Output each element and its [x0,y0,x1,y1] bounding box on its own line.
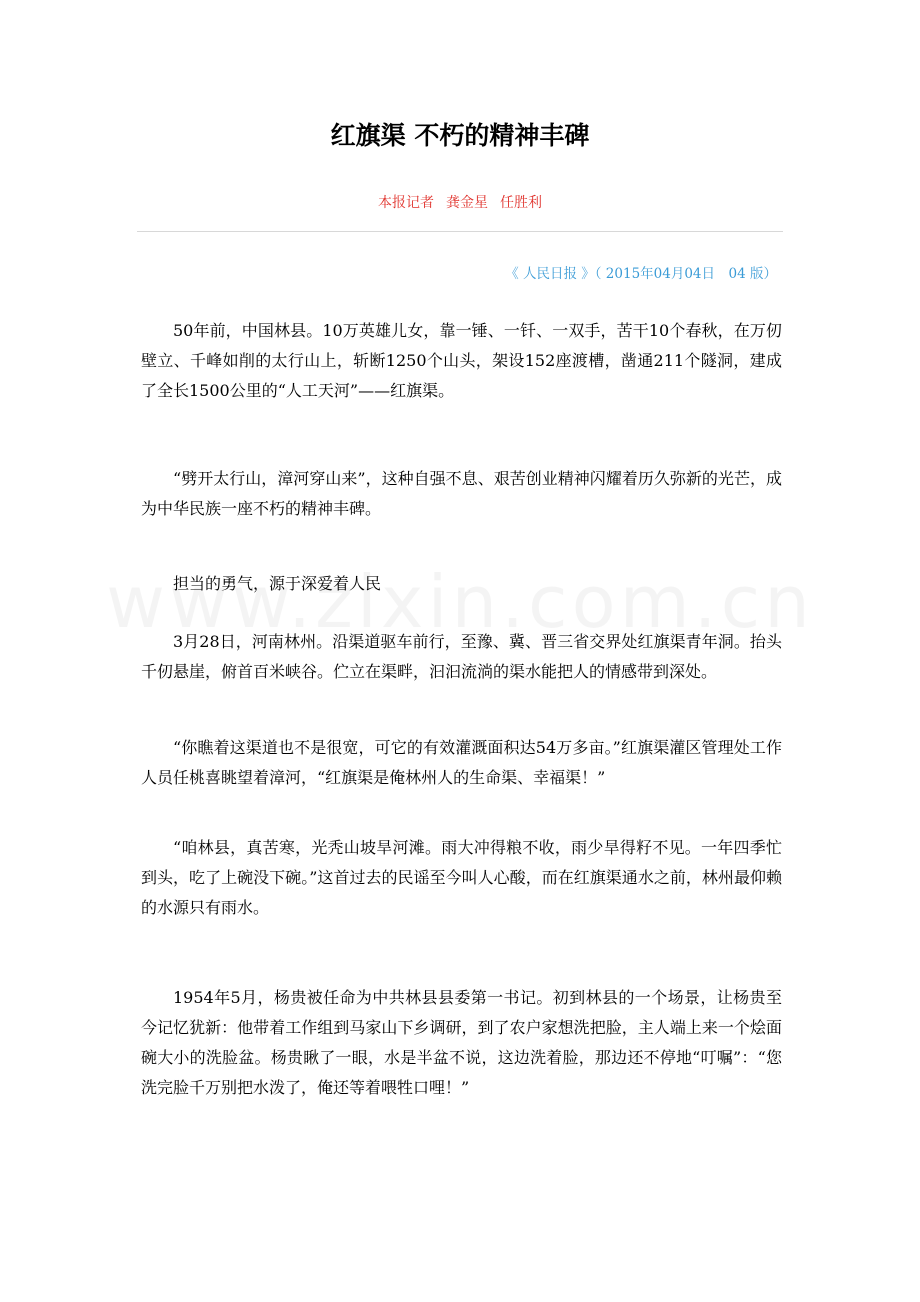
paragraph-5: “咱林县，真苦寒，光秃山坡旱河滩。雨大冲得粮不收，雨少旱得籽不见。一年四季忙到头，吃了上碗没下碗。”这首过去的民谣至今叫人心酸，而在红旗渠通水之前，林州最仰赖的水源只有雨水。 [141,838,782,917]
header-divider [137,231,783,232]
paragraph-6: 1954年5月，杨贵被任命为中共林县县委第一书记。初到林县的一个场景，让杨贵至今记忆犹新：他带着工作组到马家山下乡调研，到了农户家想洗把脸，主人端上来一个烩面碗大小的洗脸盆。杨贵瞅了一眼，水是半盆不说，这边洗着脸，那边还不停地“叮嘱”：“您洗完脸千万别把水泼了，俺还等着喂牲口哩！” [141,988,782,1097]
source-line: 《 人民日报 》（ 2015年04月04日 04 版） [505,266,777,282]
byline [0,192,920,214]
section-heading: 担当的勇气，源于深爱着人民 [173,574,382,593]
byline-author-2: 任胜利 [500,195,542,211]
paragraph-3: 3月28日，河南林州。沿渠道驱车前行，至豫、冀、晋三省交界处红旗渠青年洞。抬头千仞悬崖，俯首百米峡谷。伫立在渠畔，汩汩流淌的渠水能把人的情感带到深处。 [141,632,782,681]
byline-prefix: 本报记者 [378,195,434,211]
article-title: 红旗渠 不朽的精神丰碑 [330,121,590,150]
paragraph-1: 50年前，中国林县。10万英雄儿女，靠一锤、一钎、一双手，苦干10个春秋，在万仞壁立、千峰如削的太行山上，斩断1250个山头，架设152座渡槽，凿通211个隧洞，建成了全长1500公里的“人工天河”——红旗渠。 [141,321,782,400]
paragraph-4: “你瞧着这渠道也不是很宽，可它的有效灌溉面积达54万多亩。”红旗渠灌区管理处工作人员任桃喜眺望着漳河，“红旗渠是俺林州人的生命渠、幸福渠！” [141,738,782,787]
byline-author-1: 龚金星 [446,195,488,211]
paragraph-2: “劈开太行山，漳河穿山来”，这种自强不息、艰苦创业精神闪耀着历久弥新的光芒，成为中华民族一座不朽的精神丰碑。 [141,469,782,518]
